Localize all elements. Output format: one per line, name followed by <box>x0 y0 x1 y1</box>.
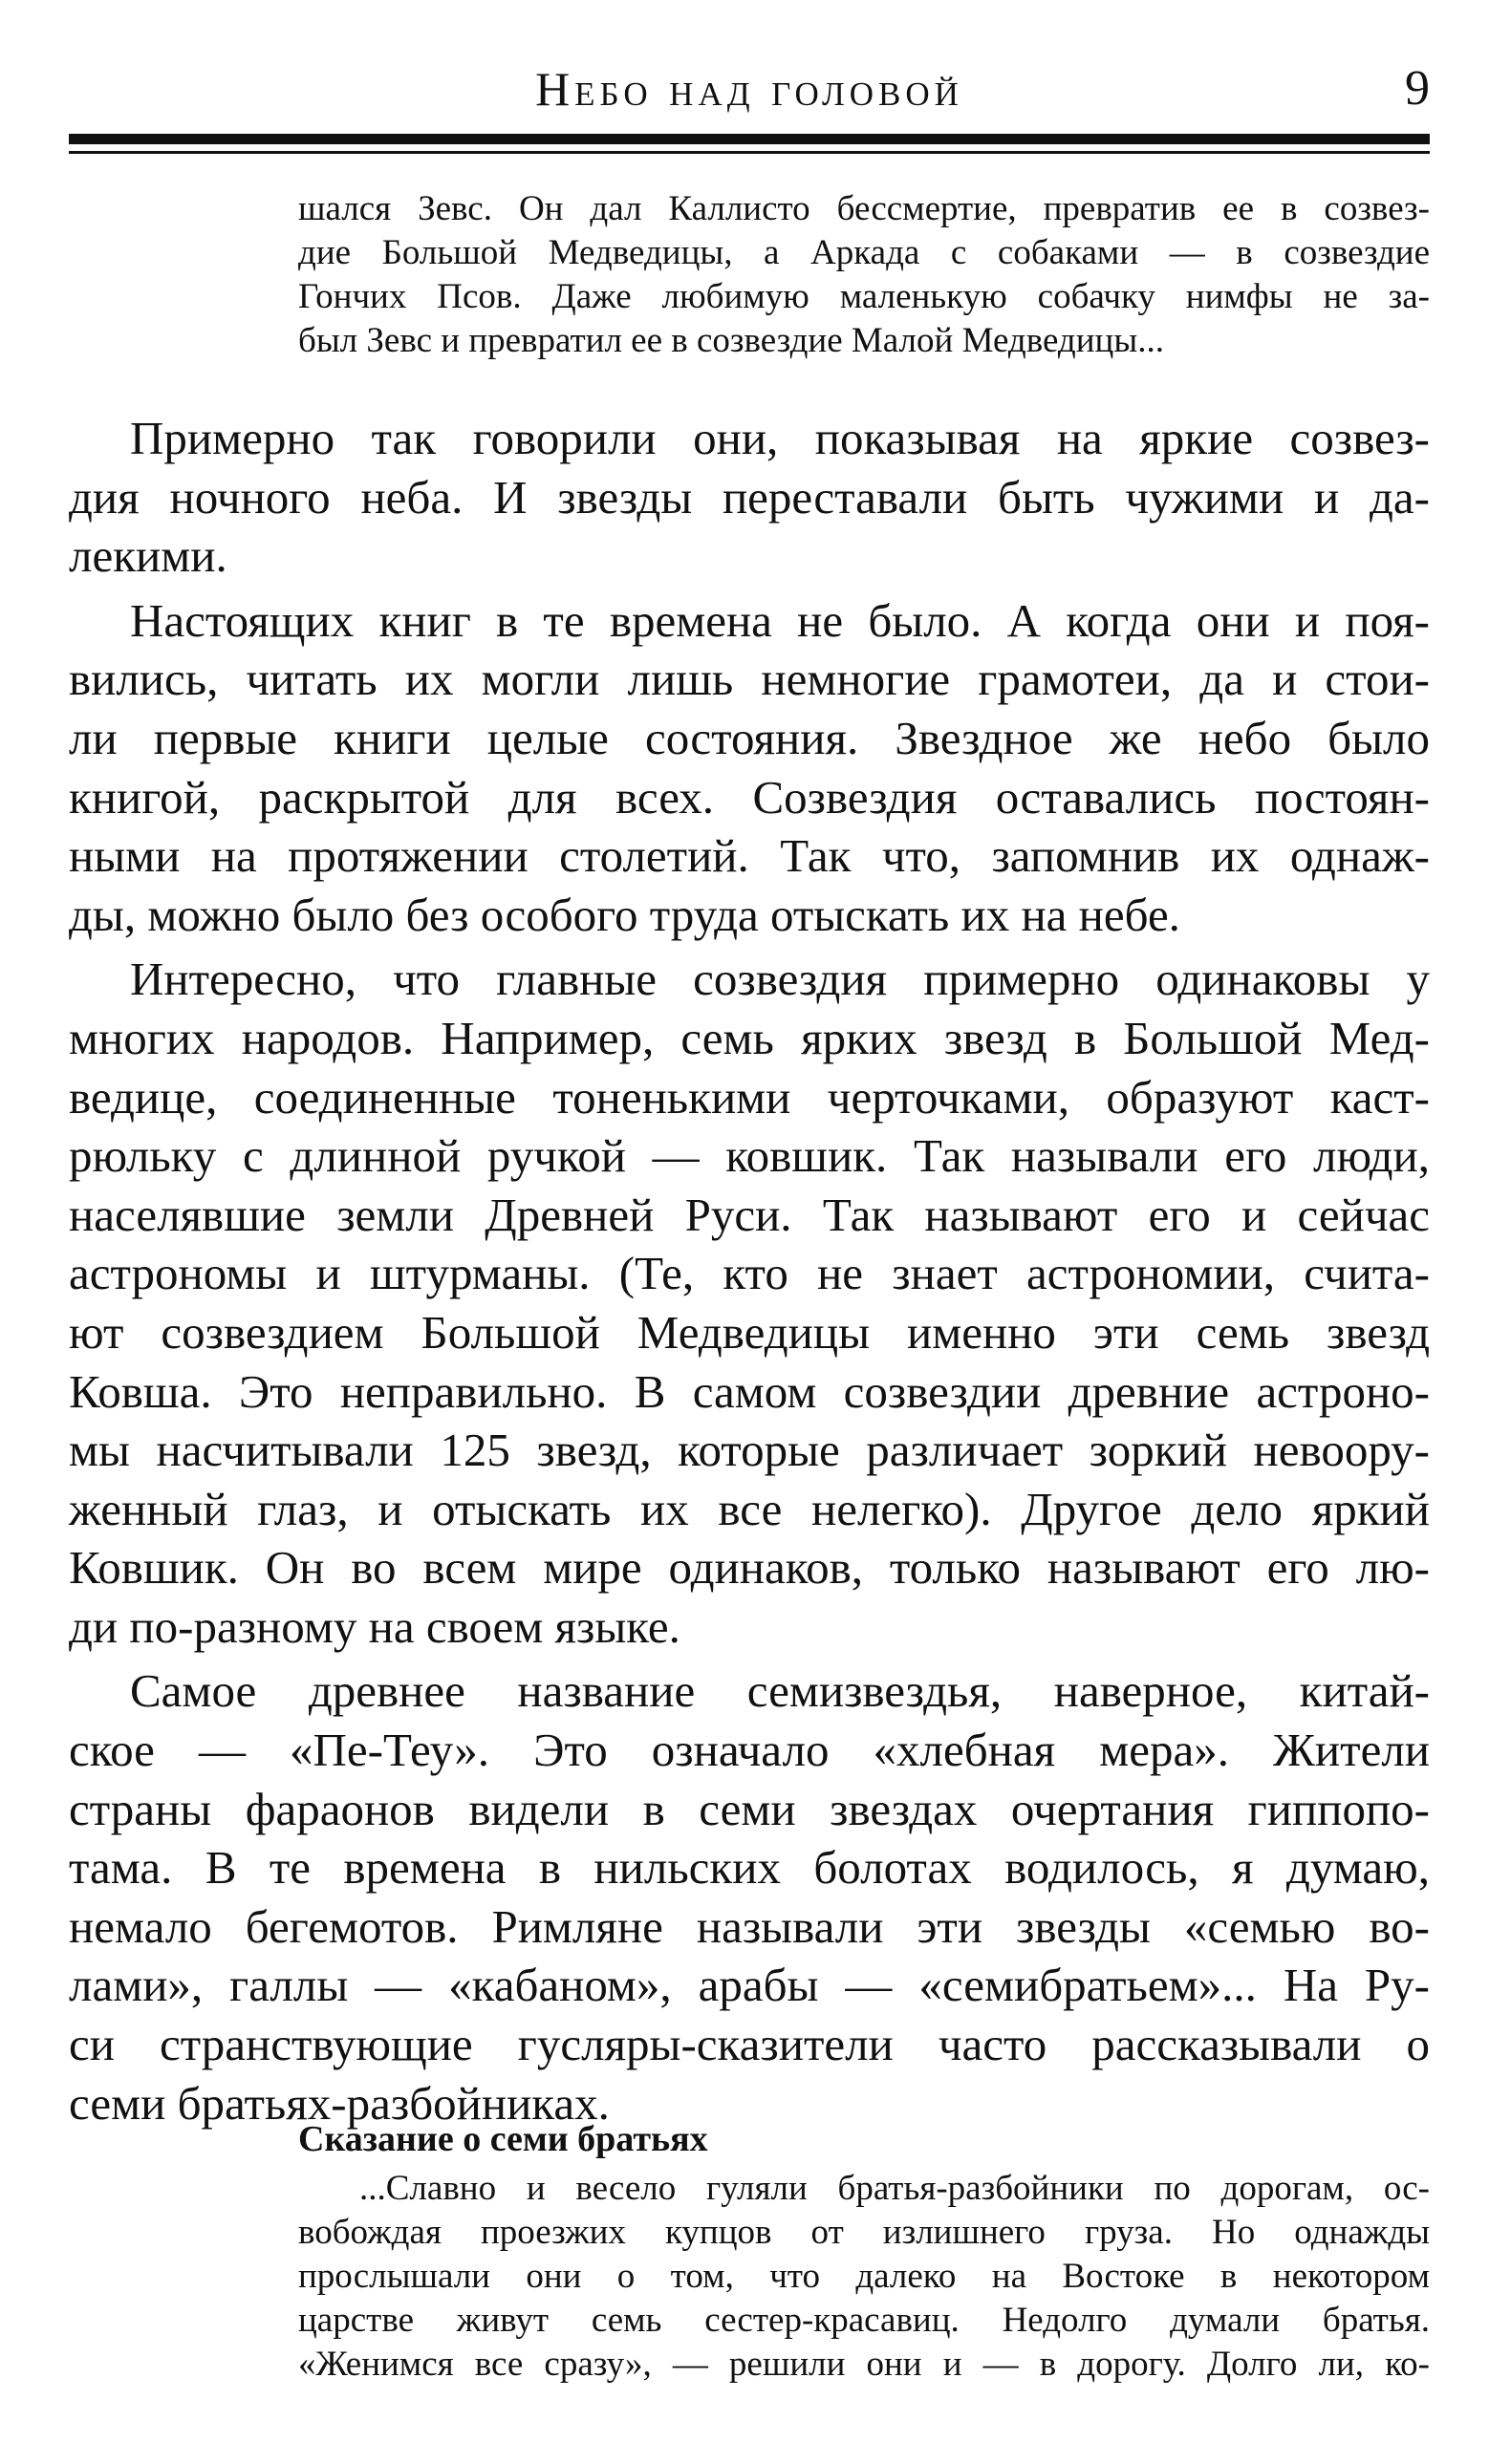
text-line: мы насчитывали 125 звезд, которые различает зоркий невоору- <box>69 1424 1430 1477</box>
header-rule-thick <box>69 134 1430 144</box>
text-line: тама. В те времена в нильских болотах водилось, я думаю, <box>69 1841 1430 1895</box>
text-line: населявшие земли Древней Руси. Так называют его и сейчас <box>69 1188 1430 1241</box>
inset-top-text <box>298 187 1430 363</box>
running-header <box>69 55 1430 122</box>
text-line: лекими. <box>69 529 227 583</box>
text-line: Самое древнее название семизвездья, наверное, китай- <box>130 1664 1430 1718</box>
page-number: 9 <box>1405 61 1430 116</box>
text-line: ют созвездием Большой Медведицы именно эти семь звезд <box>69 1305 1430 1359</box>
text-line: вились, читать их могли лишь немногие грамотеи, да и стои- <box>69 653 1430 706</box>
text-line: ды, можно было без особого труда отыскать их на небе. <box>69 888 1180 941</box>
text-line: страны фараонов видели в семи звездах очертания гиппопо- <box>69 1782 1430 1835</box>
legend-line: царстве живут семь сестер-красавиц. Недолго думали братья. <box>298 2301 1430 2340</box>
text-line: книгой, раскрытой для всех. Созвездия оставались постоян- <box>69 770 1430 824</box>
text-line: семи братьях-разбойниках. <box>69 2076 610 2130</box>
legend-line: вобождая проезжих купцов от излишнего груза. Но однажды <box>298 2213 1430 2252</box>
text-line: Ковшик. Он во всем мире одинаков, только называют его лю- <box>69 1541 1430 1595</box>
legend-line: прослышали они о том, что далеко на Востоке в некотором <box>298 2257 1430 2296</box>
legend-title: Сказание о семи братьях <box>298 2119 708 2159</box>
legend-line: «Женимся все сразу», — решили они и — в дорогу. Долго ли, ко- <box>298 2345 1430 2384</box>
header-rule-thin <box>69 151 1430 154</box>
text-line: ли первые книги целые состояния. Звездное же небо было <box>69 711 1430 764</box>
text-line: ское — «Пе-Теу». Это означало «хлебная мера». Жители <box>69 1724 1430 1777</box>
text-line: ными на протяжении столетий. Так что, запомнив их однаж- <box>69 829 1430 883</box>
inset-line: шался Зевс. Он дал Каллисто бессмертие, превратив ее в созвез- <box>298 189 1430 228</box>
inset-line: дие Большой Медведицы, а Аркада с собаками — в созвездие <box>298 233 1430 272</box>
text-line: лами», галлы — «кабаном», арабы — «семибратьем»... На Ру- <box>69 1959 1430 2012</box>
text-line: астрономы и штурманы. (Те, кто не знает астрономии, счита- <box>69 1247 1430 1300</box>
main-text <box>69 409 1430 2132</box>
text-line: рюльку с длинной ручкой — ковшик. Так называли его люди, <box>69 1129 1430 1183</box>
legend-line: ...Славно и весело гуляли братья-разбойники по дорогам, ос- <box>359 2169 1430 2208</box>
text-line: Интересно, что главные созвездия примерно одинаковы у <box>130 953 1430 1006</box>
legend-text <box>298 2167 1430 2387</box>
text-line: Примерно так говорили они, показывая на яркие созвез- <box>130 412 1430 464</box>
text-line: ди по-разному на своем языке. <box>69 1599 680 1653</box>
text-line: дия ночного неба. И звезды переставали быть чужими и да- <box>69 470 1430 524</box>
inset-line: Гончих Псов. Даже любимую маленькую собачку нимфы не за- <box>298 277 1430 316</box>
text-line: немало бегемотов. Римляне называли эти звезды «семью во- <box>69 1899 1430 1953</box>
paragraph <box>69 591 1430 945</box>
text-line: многих народов. Например, семь ярких звезд в Большой Мед- <box>69 1011 1430 1064</box>
paragraph <box>69 950 1430 1656</box>
text-line: Ковша. Это неправильно. В самом созвездии древние астроно- <box>69 1364 1430 1418</box>
text-line: женный глаз, и отыскать их все нелегко). Другое дело яркий <box>69 1482 1430 1535</box>
paragraph <box>69 409 1430 586</box>
paragraph <box>69 1661 1430 2132</box>
text-line: си странствующие гусляры-сказители часто рассказывали о <box>69 2018 1430 2071</box>
text-line: Настоящих книг в те времена не было. А когда они и поя- <box>130 593 1430 647</box>
inset-line: был Зевс и превратил ее в созвездие Малой Медведицы... <box>298 321 1164 360</box>
running-title: Небо над головой <box>535 62 963 116</box>
text-line: ведице, соединенные тоненькими черточками, образуют каст- <box>69 1070 1430 1124</box>
